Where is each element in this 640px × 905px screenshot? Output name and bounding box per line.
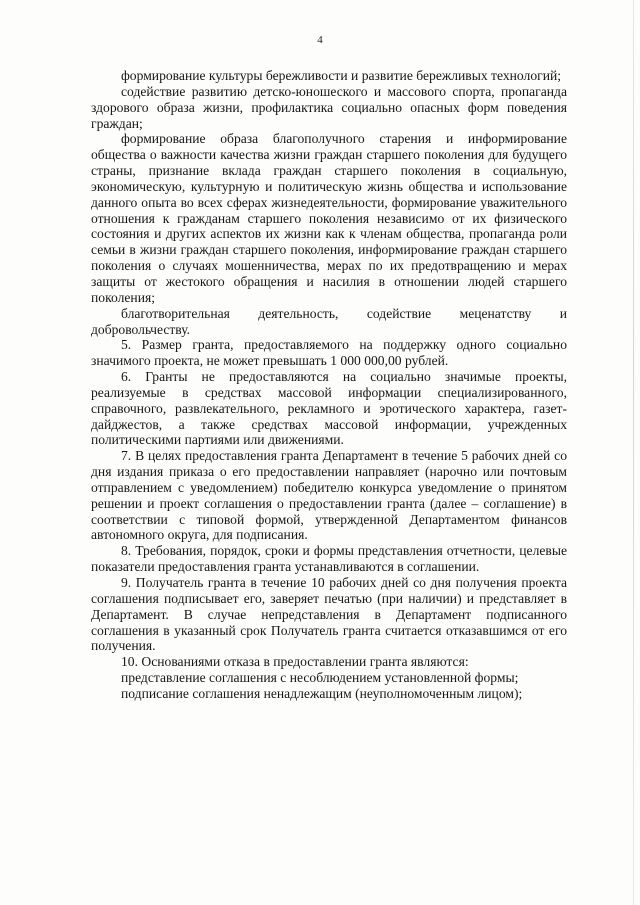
paragraph-grant-size: 5. Размер гранта, предоставляемого на поддержку одного социально значимого проекта, не может превышать 1 000 000,00 рублей. — [91, 337, 567, 369]
paragraph-reporting: 8. Требования, порядок, сроки и формы представления отчетности, целевые показатели предоставления гранта устанавливаются в соглашении. — [91, 543, 567, 575]
paragraph-signing: 9. Получатель гранта в течение 10 рабочих дней со дня получения проекта соглашения подписывает его, заверяет печатью (при наличии) и представляет в Департамент. В случае непредставления в Департамент подписанного соглашения в указанный срок Получатель гранта считается отказавшимся от его получения. — [91, 575, 567, 654]
paragraph-frugality: формирование культуры бережливости и развитие бережливых технологий; — [121, 68, 562, 83]
paragraph-sport: содействие развитию детско-юношеского и массового спорта, пропаганда здорового образа жизни, профилактика социально опасных форм поведения граждан; — [91, 83, 567, 131]
paragraph-grant-exclusions: 6. Гранты не предоставляются на социально значимые проекты, реализуемые в средствах массовой информации специализированного, справочного, развлекательного, рекламного и эротического характера, газет-дайджестов, а также средствах массовой информации, учрежденных политическими партиями или движениями. — [91, 369, 567, 448]
paragraph-refusal-signature: подписание соглашения ненадлежащим (неуполномоченным лицом); — [121, 685, 523, 701]
paragraph-charity: благотворительная деятельность, содействие меценатству и добровольчеству. — [91, 305, 567, 337]
paragraph-refusal-grounds: 10. Основаниями отказа в предоставлении гранта являются: — [121, 654, 469, 670]
page-number: 4 — [317, 34, 323, 46]
paragraph-notification: 7. В целях предоставления гранта Департамент в течение 5 рабочих дней со дня издания приказа о его предоставлении направляет (нарочно или почтовым отправлением с уведомлением) победителю конкурса уведомление о принятом решении и проект соглашения о предоставлении гранта (далее – соглашение) в соответствии с типовой формой, утвержденной Департаментом финансов автономного округа, для подписания. — [91, 448, 567, 543]
paragraph-refusal-form: представление соглашения с несоблюдением установленной формы; — [121, 670, 519, 686]
paragraph-aging: формирование образа благополучного старения и информирование общества о важности качества жизни граждан старшего поколения для будущего страны, признание вклада граждан старшего поколения в социальную, экономическую, культурную и политическую жизнь общества и использование данного опыта во всех сферах жизнедеятельности, формирование уважительного отношения к гражданам старшего поколения независимо от их физического состояния и других аспектов их жизни как к членам общества, пропаганда роли семьи в жизни граждан старшего поколения, информирование граждан старшего поколения о случаях мошенничества, мерах по их предотвращению и мерах защиты от жестокого обращения и насилия в отношении людей старшего поколения; — [91, 131, 567, 305]
scan-edge-shadow — [633, 0, 634, 905]
document-body — [91, 68, 567, 702]
